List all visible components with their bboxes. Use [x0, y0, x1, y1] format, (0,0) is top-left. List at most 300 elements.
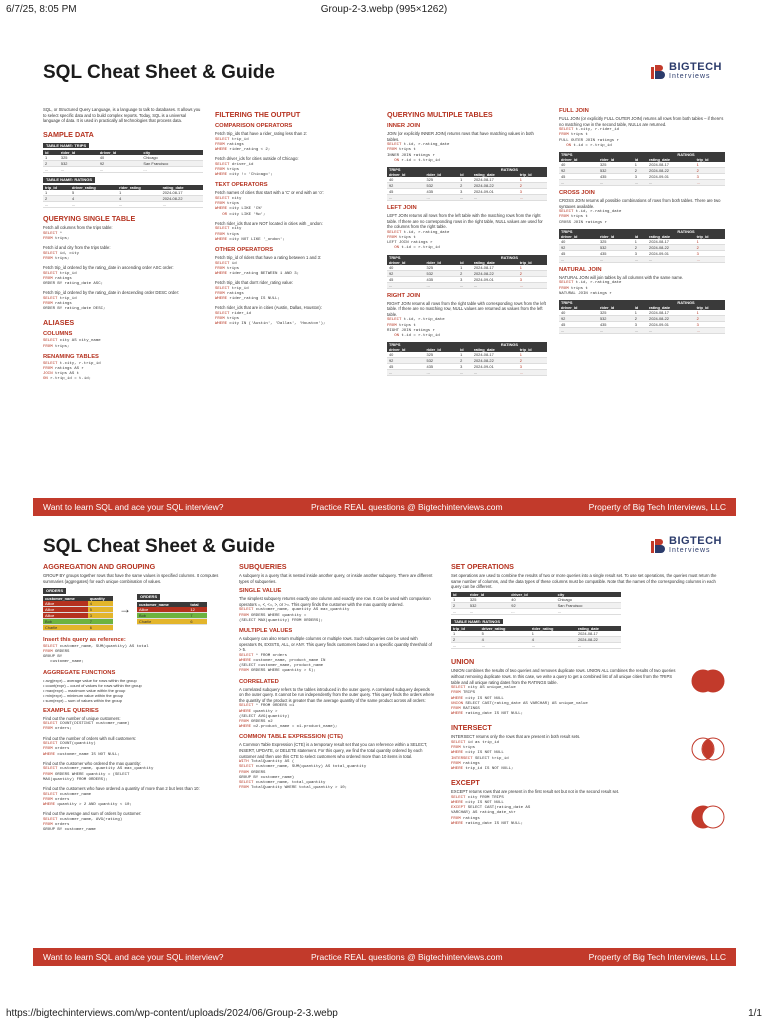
example-desc: Fetch rider_ids that are NOT located in cities with _ondon:	[215, 220, 323, 226]
table-cell: 4	[117, 195, 160, 201]
column-header: rider_rating	[117, 185, 160, 190]
code-line: FROM ratings	[451, 816, 480, 821]
code-line: • min(expr) – minimum value within the group	[43, 693, 124, 699]
table-cell: 1	[695, 162, 725, 168]
table-cell: 532	[425, 270, 459, 276]
code-line: SELECT rider_id	[215, 312, 252, 317]
code-block	[43, 252, 203, 262]
table-cell: 325	[59, 155, 98, 161]
subquery-desc: The simplest subquery returns exactly one column and exactly one row. It can be used with comparison operators =, <, <=, >, or >=. This query finds the customer with the max quantity ordered.	[239, 596, 431, 607]
table-cell: 3	[695, 174, 725, 180]
table-cell: 5	[480, 631, 530, 637]
code-line: WHERE city IS NOT NULL	[451, 800, 504, 805]
table-row	[387, 195, 547, 201]
column-header: city	[141, 150, 203, 155]
group-header: TRIPS	[387, 342, 472, 347]
table-cell: 40	[98, 155, 142, 161]
table-row	[137, 618, 207, 624]
subsection-heading: LEFT JOIN	[387, 205, 417, 211]
section-heading: SET OPERATIONS	[451, 562, 514, 571]
table-row	[43, 624, 113, 630]
table-cell: ...	[43, 201, 70, 207]
table-cell: 45	[559, 322, 598, 328]
table-cell: 2024-08-17	[472, 265, 518, 271]
table-cell: Charlie	[137, 618, 188, 624]
table-row	[451, 608, 621, 614]
code-line: ORDER BY rating_date DESC;	[43, 307, 106, 312]
code-block	[215, 197, 375, 218]
code-line: FROM trips t	[387, 323, 416, 328]
code-line: NATURAL JOIN ratings r	[559, 291, 612, 296]
table-cell: ...	[695, 180, 725, 186]
code-block	[215, 312, 375, 328]
code-line: INTERSECT SELECT trip_id	[451, 756, 509, 761]
table-caption: TABLE NAME: TRIPS	[43, 143, 89, 149]
code-line: FROM orders	[43, 797, 70, 802]
code-block	[387, 231, 547, 252]
code-block	[43, 232, 203, 242]
column-header: trip_id	[451, 626, 480, 631]
table-cell: 1	[695, 310, 725, 316]
table-cell: 1	[458, 265, 472, 271]
code-line: SELECT * FROM orders	[239, 653, 288, 658]
code-line: VARCHAR) AS rating_date_str	[451, 811, 516, 816]
code-line: SELECT city	[215, 227, 242, 232]
cte-desc: A Common Table Expression (CTE) is a temporary result set that you can reference within a SELECT, INSERT, UPDATE, or DELETE statement. For this query, we find the total quantity ordered by each customer and then use this CTE to select customers who ordered more than 10 items in total.	[239, 742, 428, 759]
section-heading: UNION	[451, 657, 475, 667]
code-line: SELECT customer_name, quantity AS max_quantity	[43, 767, 154, 772]
group-header: TRIPS	[559, 300, 647, 305]
table-cell: ...	[480, 643, 530, 649]
group-header: TRIPS	[559, 152, 647, 157]
ratings-table	[451, 626, 621, 649]
table-cell: 92	[559, 244, 598, 250]
table-cell: 2	[458, 183, 472, 189]
code-line: WHERE rider_rating IS NULL;	[215, 297, 280, 302]
table-row	[451, 643, 621, 649]
code-line: SELECT t.id, r.trip_date	[387, 318, 445, 323]
table-cell: 2	[695, 316, 725, 322]
join-desc: NATURAL JOIN will join tables by all columns with the same name.	[559, 274, 684, 280]
column-header: rider_id	[468, 592, 509, 597]
column-header: driver_id	[559, 234, 598, 239]
banner-right: Property of Big Tech Interviews, LLC	[588, 952, 726, 962]
table-cell: ...	[598, 180, 633, 186]
code-line: • sum(expr) – sum of values within the group	[43, 698, 122, 704]
code-line: WHERE city IN ('Austin', 'Dallas', 'Houston');	[215, 322, 326, 327]
table-cell: 2	[633, 316, 647, 322]
join-result-table	[387, 167, 547, 201]
table-cell: ...	[598, 328, 633, 334]
code-block	[43, 272, 203, 288]
column-header: driver_id	[387, 172, 425, 177]
table-cell: 1	[43, 190, 70, 196]
table-cell: 2	[451, 637, 480, 643]
table-cell: 435	[598, 174, 633, 180]
column-header: id	[451, 592, 468, 597]
table-cell: ...	[458, 370, 472, 376]
table-cell: 92	[387, 183, 425, 189]
code-line: FROM ratings	[215, 292, 244, 297]
code-block	[387, 318, 547, 339]
table-cell: ...	[559, 328, 598, 334]
code-line: GROUP BY customer_name)	[239, 775, 295, 780]
code-block	[559, 128, 725, 149]
column-filtering	[215, 104, 375, 331]
banner-left: Want to learn SQL and ace your SQL interview?	[43, 952, 224, 962]
join-desc: CROSS JOIN returns all possible combinations of rows from both tables. There are two syntaxes available.	[559, 198, 721, 209]
table-cell: 45	[387, 364, 425, 370]
example-desc: Find out the average and sum of orders by customer:	[43, 811, 142, 817]
trips-table	[43, 150, 203, 173]
table-caption: TABLE NAME: RATINGS	[451, 619, 503, 625]
table-cell: 40	[387, 177, 425, 183]
table-cell: ...	[458, 195, 472, 201]
section-heading: AGGREGATION AND GROUPING	[43, 562, 156, 571]
table-cell: San Francisco	[141, 161, 203, 167]
table-cell: 435	[425, 189, 459, 195]
section-heading: SAMPLE DATA	[43, 129, 94, 139]
table-cell: 2	[633, 244, 647, 250]
code-line: FROM orders;	[43, 727, 72, 732]
code-line: MAX(quantity) FROM ORDERS);	[43, 777, 108, 782]
example-desc: Fetch driver_ids for cities outside of Chicago:	[215, 156, 299, 162]
column-aggregation	[43, 556, 225, 836]
join-desc: FULL JOIN (or explicitly FULL OUTER JOIN) returns all rows from both tables – if there's no matching row in the second table, NULLs are returned.	[559, 116, 724, 127]
code-block	[43, 297, 203, 313]
code-line: WHERE quantity > 2 AND quantity < 10;	[43, 803, 132, 808]
table-cell: 2	[695, 244, 725, 250]
print-page-count: 1/1	[748, 1008, 762, 1019]
table-cell: 2024-09-01	[647, 250, 695, 256]
subsection-heading: COMPARISON OPERATORS	[215, 123, 293, 129]
table-cell: 92	[387, 358, 425, 364]
table-cell: Bob	[43, 618, 88, 624]
group-header: TRIPS	[559, 229, 647, 234]
table-cell: 2024-08-17	[161, 190, 203, 196]
column-joins-1	[387, 104, 547, 378]
column-header: driver_id	[559, 157, 598, 162]
table-cell: 435	[598, 250, 633, 256]
column-header: trip_id	[695, 305, 725, 310]
code-line: SELECT t.id, r.rating_date	[387, 143, 450, 148]
code-line: FROM ratings AS r	[43, 366, 84, 371]
table-cell: 2024-08-17	[472, 177, 518, 183]
code-line: SELECT COUNT(quantity)	[43, 742, 96, 747]
banner-right: Property of Big Tech Interviews, LLC	[588, 502, 726, 512]
table-cell: 1	[633, 239, 647, 245]
table-caption: TABLE NAME: RATINGS	[43, 177, 95, 183]
section-heading: QUERYING MULTIPLE TABLES	[387, 110, 493, 119]
group-header: RATINGS	[472, 255, 547, 260]
table-cell: 532	[598, 168, 633, 174]
table-cell: ...	[387, 282, 425, 288]
column-header: driver_id	[387, 347, 425, 352]
set-ops-desc: Set operations are used to combine the results of two or more queries into a single result set. To use set operations, the queries must return the same number of columns, and the data types of these columns must be compatible. Note that the names of the corresponding columns in each query can be different.	[451, 573, 717, 590]
table-cell: 2024-08-17	[647, 162, 695, 168]
code-block	[215, 163, 375, 179]
column-header: rating_date	[576, 626, 621, 631]
table-cell: 2024-09-01	[472, 364, 518, 370]
table-cell: ...	[98, 167, 142, 173]
table-cell: 2024-08-17	[472, 352, 518, 358]
table-cell: ...	[59, 167, 98, 173]
code-line: SELECT customer_name, SUM(quantity) AS total_quantity	[239, 765, 367, 770]
section-heading: INTERSECT	[451, 723, 492, 733]
table-cell: 3	[88, 612, 113, 618]
code-line: ON r.id = t.trip_id	[394, 158, 440, 163]
brand-name: BIGTECH	[669, 61, 722, 73]
table-cell: 435	[425, 364, 459, 370]
subsection-heading: EXAMPLE QUERIES	[43, 707, 99, 714]
cheat-sheet-page-1	[33, 48, 736, 516]
join-desc: LEFT JOIN returns all rows from the left table with the matching rows from the right table. If there are no corresponding rows in the right table, NULL values are used for the columns from the right table.	[387, 213, 543, 230]
table-cell: ...	[647, 328, 695, 334]
code-line: SELECT COUNT(DISTINCT customer_name)	[43, 722, 130, 727]
intersect-desc: INTERSECT returns only the rows that are present in both result sets.	[451, 734, 581, 740]
column-header: trip_id	[518, 260, 547, 265]
column-header: trip_id	[695, 234, 725, 239]
column-header: rider_rating	[530, 626, 576, 631]
code-line: FROM RATINGS	[451, 706, 480, 711]
table-cell: 1	[633, 162, 647, 168]
table-row	[559, 256, 725, 262]
column-header: rating_date	[647, 234, 695, 239]
code-line: FROM trips	[215, 168, 240, 172]
join-result-table	[559, 300, 725, 334]
table-cell: 1	[633, 310, 647, 316]
table-cell: 7	[188, 612, 207, 618]
subsection-heading: OTHER OPERATORS	[215, 247, 274, 254]
column-intro	[43, 106, 203, 386]
column-header: quantity	[88, 596, 113, 601]
page-title: SQL Cheat Sheet & Guide	[43, 536, 275, 557]
table-row	[559, 328, 725, 334]
table-cell: 4	[530, 637, 576, 643]
table-cell: 435	[425, 276, 459, 282]
table-cell: 2024-08-22	[576, 637, 621, 643]
table-cell: 1	[458, 352, 472, 358]
table-cell: 2	[451, 602, 468, 608]
table-cell: 2	[518, 358, 547, 364]
column-header: rider_id	[598, 305, 633, 310]
table-cell: 325	[425, 352, 459, 358]
table-cell: 1	[695, 239, 725, 245]
table-cell: 2024-09-01	[472, 276, 518, 282]
table-cell: 1	[458, 177, 472, 183]
code-line: • max(expr) – maximum value within the group	[43, 688, 126, 693]
code-block	[559, 210, 725, 226]
table-cell: 2024-09-01	[647, 322, 695, 328]
table-cell: ...	[647, 256, 695, 262]
arrow-right-icon: →	[119, 601, 131, 616]
code-line: FROM orders	[43, 747, 70, 752]
table-cell: 1	[117, 190, 160, 196]
code-line: WHERE rating_date IS NOT NULL;	[451, 821, 524, 826]
subquery-desc: A correlated subquery refers to the tables introduced in the outer query. A correlated subquery depends on the outer query. It cannot be run independently from the outer query. This query finds the orders where the quantity of the product is greater than the average quantity of the same product across all orders:	[239, 686, 435, 703]
table-cell: ...	[43, 167, 59, 173]
table-cell: 4	[70, 195, 117, 201]
code-line: FROM trips t	[559, 133, 588, 138]
agg-desc: GROUP BY groups together rows that have the same values in specified columns. It computes summaries (aggregates) for each unique combination of values.	[43, 573, 219, 584]
table-cell: ...	[468, 608, 509, 614]
code-line: FROM trips t	[387, 148, 416, 153]
code-line: FROM orders	[43, 823, 70, 828]
code-line: FROM trips	[215, 202, 240, 207]
brand-name: BIGTECH	[669, 535, 722, 547]
code-line: FROM trips t	[559, 286, 588, 291]
column-header: driver_id	[98, 150, 142, 155]
column-joins-2	[559, 104, 725, 336]
promo-banner	[33, 498, 736, 516]
subsection-heading: FULL JOIN	[559, 108, 589, 114]
table-cell: ...	[633, 328, 647, 334]
table-cell: Allice	[43, 606, 88, 612]
table-cell: ...	[472, 282, 518, 288]
code-line: SELECT city AS unique_value	[451, 686, 516, 691]
column-header: rating_date	[647, 305, 695, 310]
table-cell: ...	[695, 328, 725, 334]
code-block	[215, 227, 375, 243]
example-desc: Fetch trip_id of riders that have a rating between 1 and 3:	[215, 255, 322, 261]
subsection-heading: SINGLE VALUE	[239, 588, 282, 595]
table-cell: ...	[425, 370, 459, 376]
code-line: SELECT trip_id	[215, 286, 249, 291]
example-desc: Fetch trip_ids that have a rider_rating less than 2:	[215, 131, 307, 136]
table-cell: 2024-08-22	[647, 168, 695, 174]
join-result-table	[559, 229, 725, 263]
code-line: WHERE city IS NOT NULL	[451, 696, 504, 701]
table-cell: 6	[88, 624, 113, 630]
table-cell: ...	[518, 195, 547, 201]
table-cell: 3	[633, 174, 647, 180]
table-cell: 532	[59, 161, 98, 167]
code-block	[43, 818, 225, 834]
table-cell: ...	[598, 256, 633, 262]
column-header: id	[458, 172, 472, 177]
code-block	[451, 686, 679, 717]
table-cell: ...	[518, 282, 547, 288]
code-line: SELECT customer_name, total_quantity	[239, 780, 326, 785]
code-block	[43, 362, 203, 383]
table-cell: 2024-08-22	[472, 358, 518, 364]
code-line: SELECT driver_id	[215, 162, 254, 167]
table-cell: 2024-08-22	[647, 244, 695, 250]
code-line: UNION SELECT CAST(rating_date AS VARCHAR) AS unique_value	[451, 701, 588, 706]
code-block	[451, 796, 679, 827]
code-line: SELECT * FROM ORDERS o1	[239, 704, 295, 709]
table-cell: ...	[633, 180, 647, 186]
code-line: SELECT id as trip_id	[451, 740, 500, 745]
table-cell: 2024-08-22	[472, 183, 518, 189]
table-cell: ...	[425, 195, 459, 201]
orders-table	[43, 596, 113, 631]
table-cell: 40	[559, 239, 598, 245]
group-header: RATINGS	[472, 342, 547, 347]
group-header: RATINGS	[647, 152, 725, 157]
code-line: INNER JOIN ratings r	[387, 153, 436, 158]
table-cell: ...	[559, 256, 598, 262]
column-header: rating_date	[472, 347, 518, 352]
table-cell: 3	[458, 276, 472, 282]
code-line: FROM ratings	[215, 142, 244, 147]
column-header: customer_name	[43, 596, 88, 601]
code-line: SELECT t.id, r.rating_date	[559, 281, 622, 286]
table-cell: 3	[518, 189, 547, 195]
code-line: ON t.id = r.trip_id	[394, 246, 440, 251]
table-cell: 532	[598, 244, 633, 250]
table-cell: ...	[576, 643, 621, 649]
code-line: ON t.id = r.trip_id	[394, 333, 440, 338]
subsection-heading: COMMON TABLE EXPRESSION (CTE)	[239, 734, 343, 741]
example-desc: Find out the customer who ordered the max quantity:	[43, 760, 141, 766]
table-cell: 2024-08-22	[472, 270, 518, 276]
banner-middle: Practice REAL questions @ Bigtechinterviews.com	[311, 952, 503, 962]
table-cell: 2024-09-01	[647, 174, 695, 180]
table-cell: ...	[556, 608, 621, 614]
code-line: FROM ORDERS WHERE quantity =	[239, 613, 307, 618]
page-title: SQL Cheat Sheet & Guide	[43, 62, 275, 83]
union-desc: UNION combines the results of two queries and removes duplicate rows. UNION ALL combines the results of two queries without removing duplicate rows. In this case, we write a query to get a combined list of all unique cities from the TRIPS table and all unique rating dates from the RATINGS table.	[451, 668, 676, 685]
code-line: WHERE city != 'Chicago';	[215, 173, 273, 178]
section-heading: SUBQUERIES	[239, 562, 287, 571]
table-cell: 92	[509, 602, 555, 608]
code-line: EXCEPT SELECT CAST(rating_date AS	[451, 806, 531, 811]
table-cell: 2	[518, 183, 547, 189]
print-footer	[0, 1002, 768, 1024]
code-line: customer_name;	[43, 660, 84, 665]
group-header: TRIPS	[387, 255, 472, 260]
subsection-heading: CORRELATED	[239, 678, 279, 685]
code-line: SELECT id, city	[43, 251, 80, 256]
column-header: rating_date	[647, 157, 695, 162]
code-line: FROM ORDERS WHERE quantity = (SELECT	[43, 772, 130, 777]
table-cell: 2024-09-01	[472, 189, 518, 195]
join-result-table	[559, 152, 725, 186]
table-cell: 92	[559, 316, 598, 322]
brand-sub: Interviews	[669, 547, 711, 554]
table-cell: ...	[161, 201, 203, 207]
code-block	[387, 143, 547, 164]
promo-banner	[33, 948, 736, 966]
subsection-heading: RIGHT JOIN	[387, 292, 421, 299]
code-block	[215, 262, 375, 278]
code-line: SELECT t.id, r.rating_date	[387, 230, 450, 235]
code-block	[239, 654, 435, 675]
code-line: WHERE city IS NOT NULL	[451, 751, 504, 756]
subquery-desc: A subquery is a query that is nested inside another query, or inside another subquery. There are different types of subqueries.	[239, 573, 433, 584]
banner-left: Want to learn SQL and ace your SQL interview?	[43, 502, 224, 512]
print-doc-title: Group-2-3.webp (995×1262)	[320, 4, 448, 15]
code-line: FROM trips t	[387, 235, 416, 240]
code-block	[451, 741, 679, 772]
table-cell: 2024-08-17	[576, 631, 621, 637]
table-cell: 2	[43, 195, 70, 201]
join-desc: JOIN (or explicitly INNER JOIN) returns rows that have matching values in both tables.	[387, 131, 534, 142]
code-line: ON r.trip_id = t.id;	[43, 377, 92, 382]
table-cell: 2024-08-22	[161, 195, 203, 201]
code-line: FROM trips;	[43, 344, 70, 349]
column-header: city	[556, 592, 621, 597]
table-cell: 325	[468, 597, 509, 603]
code-line: (SELECT customer_name, product_name	[239, 664, 324, 669]
table-cell: Bob	[137, 612, 188, 618]
table-cell: 3	[633, 250, 647, 256]
table-cell: 2024-08-17	[647, 310, 695, 316]
table-cell: 40	[559, 310, 598, 316]
code-block	[215, 287, 375, 303]
subsection-heading: RENAMING TABLES	[43, 353, 99, 360]
